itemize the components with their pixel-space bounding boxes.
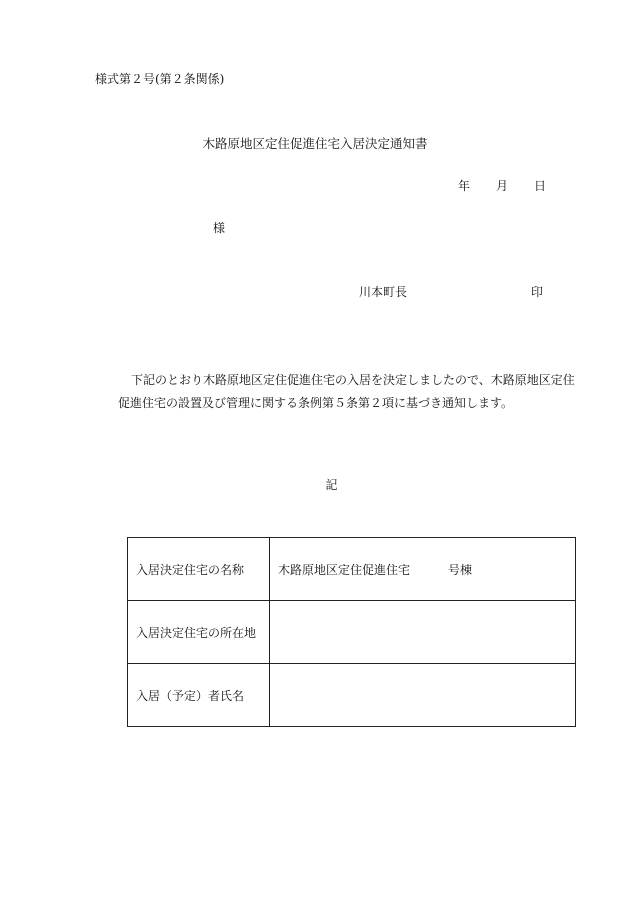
- form-number: 様式第２号(第２条関係): [95, 72, 225, 86]
- seal-mark: 印: [531, 285, 544, 299]
- notification-body: 下記のとおり木路原地区定住促進住宅の入居を決定しましたので、木路原地区定住促進住宅の設置及び管理に関する条例第５条第２項に基づき通知します。: [118, 373, 575, 410]
- date-month-label: 月: [496, 179, 509, 193]
- date-day-label: 日: [534, 179, 547, 193]
- issuer-name: 川本町長: [359, 285, 408, 299]
- details-table: [127, 537, 576, 727]
- table-row: [128, 601, 576, 664]
- row-value-housing-name: [270, 538, 576, 601]
- housing-name-text: 木路原地区定住促進住宅: [278, 562, 411, 577]
- row-value-housing-address: [270, 601, 576, 664]
- table-row: [128, 664, 576, 727]
- table-row: [128, 538, 576, 601]
- document-title: 木路原地区定住促進住宅入居決定通知書: [202, 136, 428, 151]
- date-year-label: 年: [458, 179, 471, 193]
- building-number-suffix: 号棟: [448, 562, 473, 577]
- ki-heading: 記: [325, 478, 338, 492]
- row-value-resident-name: [270, 664, 576, 727]
- row-label-resident-name: 入居（予定）者氏名: [128, 664, 270, 727]
- row-label-housing-name: 入居決定住宅の名称: [128, 538, 270, 601]
- row-label-housing-address: 入居決定住宅の所在地: [128, 601, 270, 664]
- addressee-suffix: 様: [213, 221, 226, 235]
